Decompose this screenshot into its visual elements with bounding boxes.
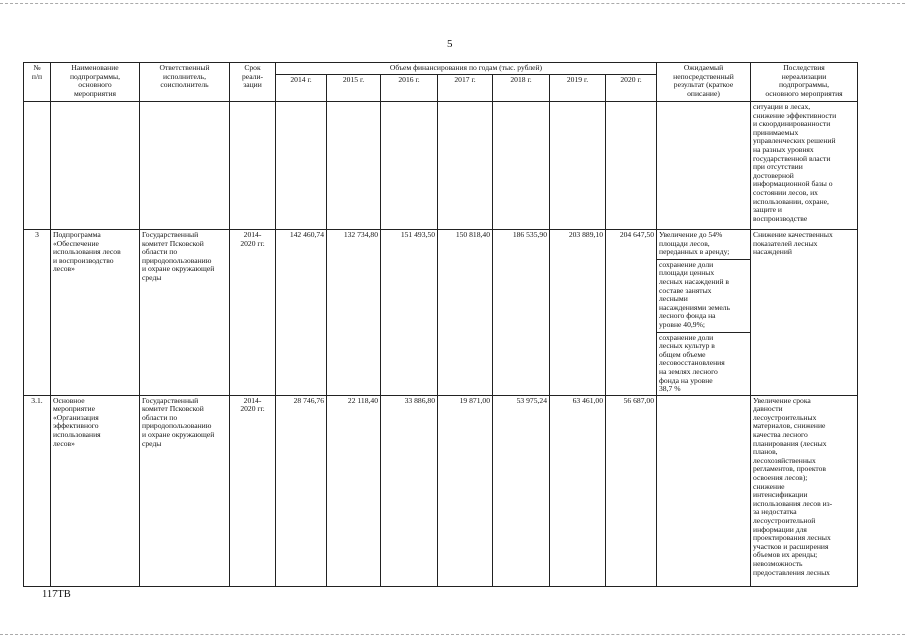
header-result: Ожидаемый непосредственный результат (краткое описание) [657,63,751,102]
consequences-cell: Увеличение срока давности лесоустроительных материалов, снижение качества лесного планирования (лесных планов, лесохозяйственных регламентов, проектов освоения лесов); снижение интенсификации использования лесов из- за недостатка лесоустроительной информации для проектирования лесных участков и расширения объемов их аренды; невозможность предоставления лесных [751,395,858,586]
result-item: Увеличение до 54% площади лесов, переданных в аренду; [659,230,730,257]
header-year: 2016 г. [381,75,438,102]
header-year: 2017 г. [438,75,493,102]
row-term: 2014- 2020 гг. [230,230,276,396]
row-name: Подпрограмма «Обеспечение использования лесов и воспроизводство лесов» [51,230,140,396]
result-cell [657,230,751,396]
result-cell [657,395,751,586]
header-responsible: Ответственный исполнитель, соисполнитель [140,63,230,102]
funding-value: 203 889,10 [550,230,606,396]
row-num: 3 [24,230,51,396]
funding-value: 186 535,90 [493,230,550,396]
result-item: сохранение доли площади ценных лесных насаждений в составе занятых лесными насаждениями земель лесного фонда на уровне 40,9%; [659,259,730,329]
header-row [24,63,858,75]
funding-value: 142 460,74 [276,230,327,396]
program-table [23,62,858,587]
funding-value: 151 493,50 [381,230,438,396]
header-funding: Объем финансирования по годам (тыс. рублей) [276,63,657,75]
footer-code: 117ТВ [42,589,71,600]
funding-value: 150 818,40 [438,230,493,396]
funding-value: 53 975,24 [493,395,550,586]
scan-edge-bottom [0,634,905,635]
row-term: 2014- 2020 гг. [230,395,276,586]
funding-value: 22 118,40 [327,395,381,586]
funding-value: 132 734,80 [327,230,381,396]
row-num: 3.1. [24,395,51,586]
scan-edge-top [0,3,905,4]
header-num: № п/п [24,63,51,102]
row-responsible: Государственный комитет Псковской области по природопользованию и охране окружающей среды [140,395,230,586]
header-year: 2019 г. [550,75,606,102]
consequences-cell: ситуации в лесах, снижение эффективности и скоординированности принимаемых управленческих решений на разных уровнях государственной власти при отсутствии достоверной информационной базы о состоянии лесов, их использовании, охране, защите и воспроизводстве [751,102,858,230]
funding-value: 19 871,00 [438,395,493,586]
row-responsible: Государственный комитет Псковской области по природопользованию и охране окружающей среды [140,230,230,396]
funding-value: 28 746,76 [276,395,327,586]
table-row [24,395,858,586]
header-consequences: Последствия нереализации подпрограммы, основного мероприятия [751,63,858,102]
table-row [24,102,858,230]
header-name: Наименование подпрограммы, основного мероприятия [51,63,140,102]
funding-value: 56 687,00 [606,395,657,586]
header-year: 2015 г. [327,75,381,102]
header-year: 2018 г. [493,75,550,102]
table-row [24,230,858,396]
row-name: Основное мероприятие «Организация эффективного использования лесов» [51,395,140,586]
header-year: 2014 г. [276,75,327,102]
funding-value: 33 886,80 [381,395,438,586]
page-number: 5 [447,38,453,50]
consequences-cell: Снижение качественных показателей лесных насаждений [751,230,858,396]
funding-value: 204 647,50 [606,230,657,396]
header-term: Срок реали- зации [230,63,276,102]
result-item: сохранение доли лесных культур в общем объеме лесовосстановления на землях лесного фонда на уровне 38,7 % [659,332,725,394]
header-year: 2020 г. [606,75,657,102]
funding-value: 63 461,00 [550,395,606,586]
